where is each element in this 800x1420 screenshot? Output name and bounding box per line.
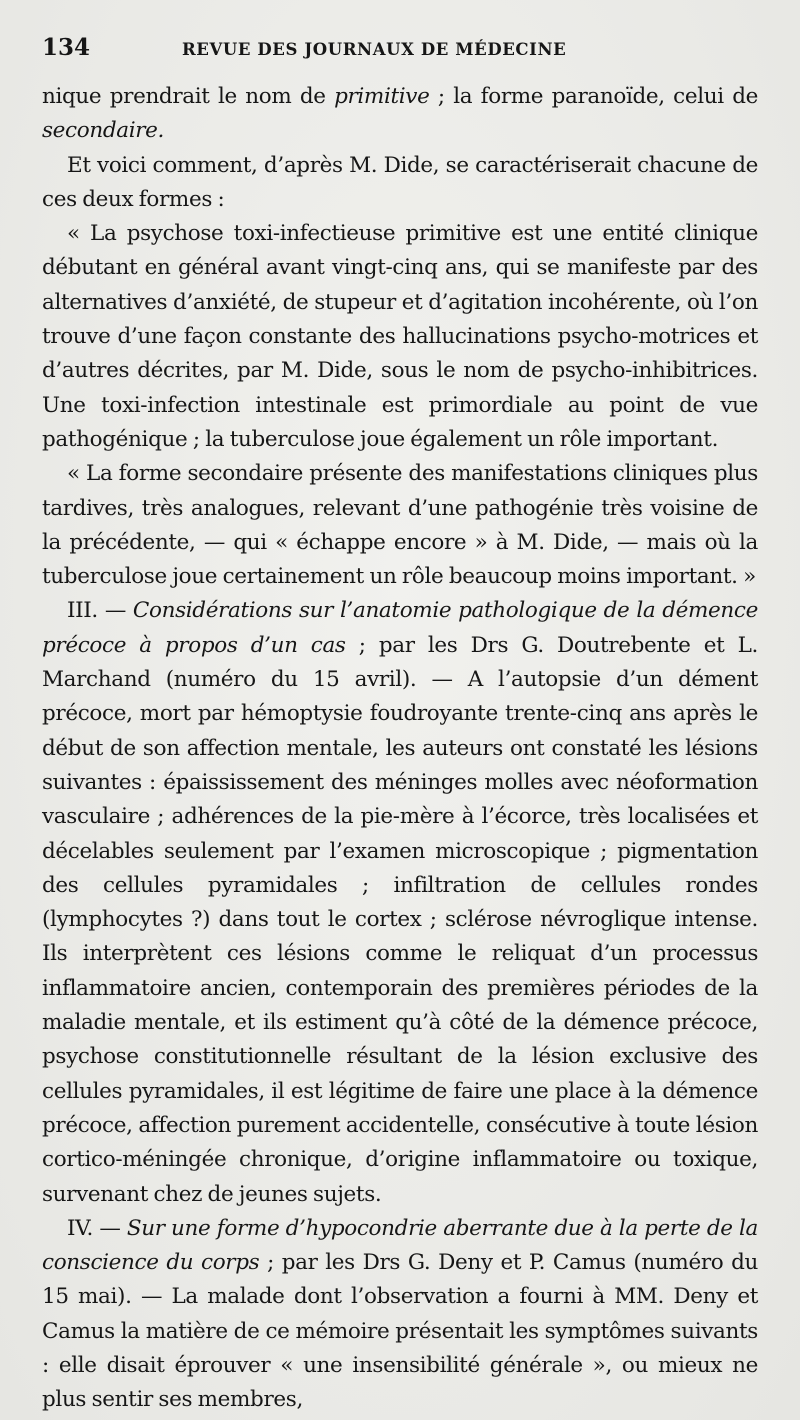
- text-run: ; la forme paranoïde, celui de: [429, 84, 758, 109]
- paragraph-secondary-form: « La forme secondaire présente des manifestations cliniques plus tardives, très analogues, relevant d’une pathogénie très voisine de la précédente, — qui « échappe encore » à M. Dide, — mais où la tuberculose joue certainement un rôle beaucoup moins important. »: [42, 461, 758, 590]
- italic-term-primitive: primitive: [334, 84, 430, 109]
- paragraph-section-iii: [42, 594, 758, 1211]
- section-body: ; par les Drs G. Doutrebente et L. Marchand (numéro du 15 avril). — A l’autopsie d’un dément précoce, mort par hémoptysie foudroyante trente-cinq ans après le début de son affection mentale, les auteurs ont constaté les lésions suivantes : épaississement des méninges molles avec néoformation vasculaire ; adhérences de la pie-mère à l’écorce, très localisées et décelables seulement par l’examen microscopique ; pigmentation des cellules pyramidales ; infiltration de cellules rondes (lymphocytes ?) dans tout le cortex ; sclérose névroglique intense. Ils interprètent ces lésions comme le reliquat d’un processus inflammatoire ancien, contemporain des premières périodes de la maladie mentale, et ils estiment qu’à côté de la démence précoce, psychose constitutionnelle résultant de la lésion exclusive des cellules pyramidales, il est légitime de faire une place à la démence précoce, affection purement accidentelle, consécutive à toute lésion cortico-méningée chronique, d’origine inflammatoire ou toxique, survenant chez de jeunes sujets.: [42, 632, 758, 1207]
- text-run: nique prendrait le nom de: [42, 84, 335, 109]
- page-number: 134: [42, 34, 91, 61]
- paragraph-continuation: [42, 80, 758, 149]
- paragraph-primitive-form: « La psychose toxi-infectieuse primitive est une entité clinique débutant en général avant vingt-cinq ans, qui se manifeste par des alternatives d’anxiété, de stupeur et d’agitation incohérente, où l’on trouve d’une façon constante des hallucinations psycho-motrices et d’autres décrites, par M. Dide, sous le nom de psycho-inhibitrices. Une toxi-infection intestinale est primordiale au point de vue pathogénique ; la tuberculose joue également un rôle important.: [42, 221, 758, 452]
- article-title-iv: Sur une forme d’hypocondrie aberrante due à la perte de la conscience du corps: [42, 1215, 758, 1276]
- body-text: [42, 80, 758, 1418]
- section-body: ; par les Drs G. Deny et P. Camus (numéro du 15 mai). — La malade dont l’observation a fourni à MM. Deny et Camus la matière de ce mémoire présentait les symptômes suivants : elle disait éprouver « une insensibilité générale », ou mieux ne plus sentir ses membres,: [42, 1250, 759, 1413]
- section-number: IV. —: [67, 1215, 127, 1241]
- article-title-iii: Considérations sur l’anatomie pathologique de la démence précoce à propos d’un cas: [42, 598, 758, 658]
- paragraph-dide-intro: Et voici comment, d’après M. Dide, se caractériserait chacune de ces deux formes :: [42, 152, 758, 212]
- italic-term-secondaire: secondaire.: [42, 118, 165, 144]
- section-number: III. —: [67, 598, 133, 624]
- paragraph-section-iv: [42, 1212, 758, 1418]
- running-head: [42, 34, 758, 76]
- journal-title: REVUE DES JOURNAUX DE MÉDECINE: [182, 40, 567, 59]
